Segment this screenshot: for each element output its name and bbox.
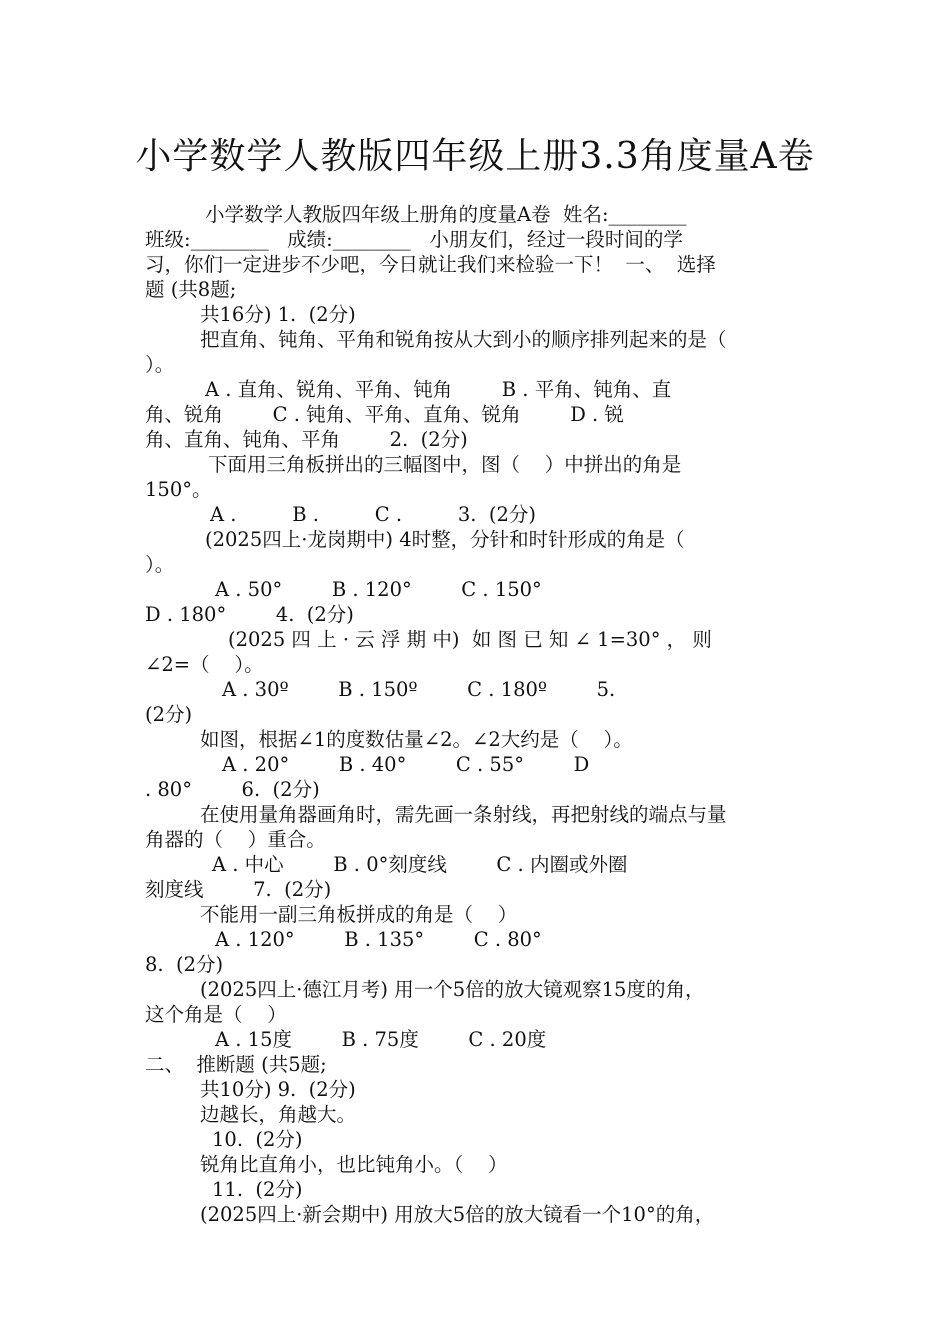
text-line: 刻度线 7. (2分) (145, 878, 332, 901)
text-line: 把直角、钝角、平角和锐角按从大到小的顺序排列起来的是（ (200, 328, 727, 351)
text-line: 习，你们一定进步不少吧，今日就让我们来检验一下！ 一、 选择 (145, 253, 716, 276)
text-line: 11. (2分) (212, 1178, 303, 1201)
text-line: A . 直角、锐角、平角、钝角 B . 平角、钝角、直 (205, 378, 672, 401)
text-line: A . 30º B . 150º C . 180º 5. (222, 678, 616, 701)
text-line: ）。 (145, 353, 175, 376)
text-line: 8. (2分) (145, 953, 224, 976)
text-line: (2025 四 上 · 云 浮 期 中) 如 图 已 知 ∠ 1=30° ， 则 (228, 628, 712, 651)
text-line: A . 50° B . 120° C . 150° (215, 578, 542, 601)
text-line: 题 (共8题; (145, 278, 237, 301)
text-line: 锐角比直角小，也比钝角小。（ ） (200, 1153, 508, 1176)
text-line: A . 15度 B . 75度 C . 20度 (215, 1028, 547, 1051)
text-line: ∠2=（ ）。 (145, 653, 264, 676)
text-line: 如图，根据∠1的度数估量∠2。∠2大约是（ ）。 (200, 728, 633, 751)
text-line: 共10分) 9. (2分) (200, 1078, 356, 1101)
text-line: 下面用三角板拼出的三幅图中，图（ ）中拼出的角是 (208, 453, 682, 476)
text-line: A . 20° B . 40° C . 55° D (222, 753, 590, 776)
text-line: D . 180° 4. (2分) (145, 603, 354, 626)
text-line: 角、锐角 C . 钝角、平角、直角、锐角 D . 锐 (145, 403, 624, 426)
text-line: 10. (2分) (212, 1128, 303, 1151)
text-line: 小学数学人教版四年级上册角的度量A卷 姓名:________ (205, 203, 687, 226)
text-line: 班级:________ 成绩:________ 小朋友们，经过一段时间的学 (145, 228, 683, 251)
text-line: A . 120° B . 135° C . 80° (215, 928, 542, 951)
text-line: A . B . C . 3. (2分) (210, 503, 537, 526)
text-line: A . 中心 B . 0°刻度线 C . 内圈或外圈 (212, 853, 628, 876)
text-line: 二、 推断题 (共5题; (145, 1053, 327, 1076)
text-line: (2分) (145, 703, 193, 726)
text-line: 这个角是（ ） (145, 1003, 287, 1026)
text-line: 不能用一副三角板拼成的角是（ ） (200, 903, 518, 926)
text-line: 角、直角、钝角、平角 2. (2分) (145, 428, 468, 451)
text-line: 在使用量角器画角时，需先画一条射线，再把射线的端点与量 (200, 803, 727, 826)
document-title: 小学数学人教版四年级上册3.3角度量A卷 (135, 136, 815, 177)
text-line: (2025四上·新会期中) 用放大5倍的放大镜看一个10°的角， (200, 1203, 715, 1226)
text-line: 共16分) 1. (2分) (200, 303, 356, 326)
text-line: . 80° 6. (2分) (145, 778, 320, 801)
text-line: (2025四上·龙岗期中) 4时整，分针和时针形成的角是（ (205, 528, 685, 551)
text-line: ）。 (145, 553, 175, 576)
text-line: 150°。 (145, 478, 212, 501)
text-line: 角器的（ ）重合。 (145, 828, 326, 851)
text-line: (2025四上·德江月考) 用一个5倍的放大镜观察15度的角， (200, 978, 705, 1001)
text-line: 边越长，角越大。 (200, 1103, 357, 1126)
